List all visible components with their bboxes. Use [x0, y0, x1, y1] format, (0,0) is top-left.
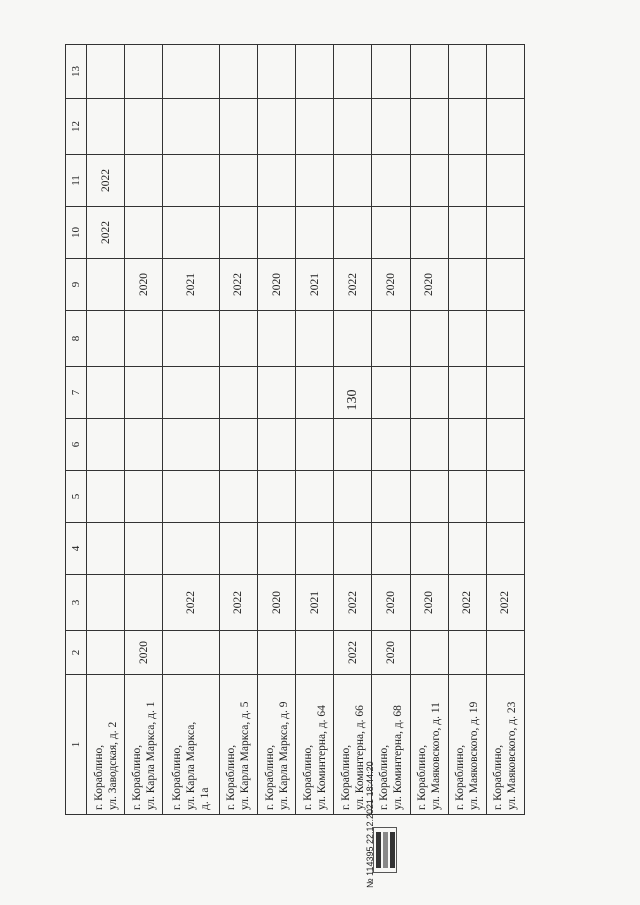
year-cell: 2020	[257, 259, 295, 311]
registry-logo	[373, 827, 397, 873]
year-cell: 2020	[125, 631, 163, 675]
address-line: г. Кораблино,	[416, 744, 429, 810]
year-cell	[372, 155, 410, 207]
year-cell	[296, 367, 334, 419]
year-cell	[448, 471, 486, 523]
year-cell	[87, 471, 125, 523]
year-cell	[219, 155, 257, 207]
year-cell	[163, 419, 220, 471]
year-cell	[125, 419, 163, 471]
year-cell	[372, 207, 410, 259]
table-row	[486, 45, 524, 815]
year-cell	[163, 367, 220, 419]
year-cell	[448, 367, 486, 419]
year-cell	[257, 155, 295, 207]
year-cell	[410, 155, 448, 207]
year-cell	[125, 155, 163, 207]
column-header-4: 4	[66, 523, 87, 575]
year-cell	[125, 575, 163, 631]
address-line: г. Кораблино,	[492, 744, 505, 810]
year-cell	[448, 45, 486, 99]
year-cell	[334, 471, 372, 523]
year-cell	[296, 207, 334, 259]
year-cell	[87, 99, 125, 155]
address-cell	[296, 675, 334, 815]
year-cell	[87, 523, 125, 575]
year-cell	[87, 45, 125, 99]
year-cell	[372, 367, 410, 419]
address-cell	[125, 675, 163, 815]
year-cell	[372, 311, 410, 367]
address-line: д. 1а	[199, 787, 212, 810]
table-row	[125, 45, 163, 815]
column-header-10: 10	[66, 207, 87, 259]
year-cell	[257, 45, 295, 99]
year-cell	[486, 45, 524, 99]
year-cell	[125, 311, 163, 367]
year-cell	[486, 419, 524, 471]
year-cell	[334, 45, 372, 99]
year-cell	[257, 311, 295, 367]
address-line: ул. Коминтерна, д. 64	[315, 705, 328, 810]
year-cell	[296, 631, 334, 675]
column-header-5: 5	[66, 471, 87, 523]
year-cell	[372, 99, 410, 155]
year-cell	[372, 523, 410, 575]
year-cell	[163, 471, 220, 523]
address-line: г. Кораблино,	[225, 744, 238, 810]
year-cell	[296, 45, 334, 99]
address-line: ул. Карла Маркса, д. 5	[239, 701, 252, 810]
year-cell	[219, 99, 257, 155]
year-cell	[372, 45, 410, 99]
year-cell	[163, 155, 220, 207]
year-cell	[87, 311, 125, 367]
address-line: г. Кораблино,	[92, 744, 105, 810]
year-cell: 2022	[334, 575, 372, 631]
year-cell	[372, 471, 410, 523]
address-cell	[448, 675, 486, 815]
address-line: ул. Карла Маркса, д. 9	[277, 701, 290, 810]
year-cell: 2022	[334, 631, 372, 675]
year-cell	[257, 631, 295, 675]
year-cell	[87, 259, 125, 311]
year-cell	[296, 155, 334, 207]
year-cell: 2022	[87, 207, 125, 259]
year-cell: 2022	[219, 575, 257, 631]
year-cell: 2021	[296, 259, 334, 311]
column-header-11: 11	[66, 155, 87, 207]
year-cell	[257, 207, 295, 259]
year-cell: 2020	[410, 575, 448, 631]
year-cell	[486, 259, 524, 311]
year-cell	[125, 523, 163, 575]
year-cell	[87, 575, 125, 631]
year-cell	[410, 45, 448, 99]
address-line: г. Кораблино,	[454, 744, 467, 810]
year-cell	[163, 631, 220, 675]
address-line: ул. Карла Маркса,	[185, 721, 198, 810]
year-cell	[448, 259, 486, 311]
year-cell	[257, 419, 295, 471]
year-cell: 2022	[334, 259, 372, 311]
year-cell	[163, 207, 220, 259]
year-cell	[125, 45, 163, 99]
year-cell	[296, 419, 334, 471]
address-line: г. Кораблино,	[171, 744, 184, 810]
year-cell: 2022	[219, 259, 257, 311]
year-cell	[163, 311, 220, 367]
column-header-1: 1	[66, 675, 87, 815]
year-cell	[410, 471, 448, 523]
year-cell	[163, 45, 220, 99]
year-cell	[334, 311, 372, 367]
year-cell	[410, 631, 448, 675]
address-cell	[410, 675, 448, 815]
year-cell	[486, 99, 524, 155]
year-cell	[486, 207, 524, 259]
header-row	[66, 45, 87, 815]
column-header-12: 12	[66, 99, 87, 155]
address-cell	[87, 675, 125, 815]
year-cell	[448, 99, 486, 155]
table-row	[257, 45, 295, 815]
year-cell	[125, 367, 163, 419]
year-cell: 2020	[372, 259, 410, 311]
year-cell: 2020	[125, 259, 163, 311]
schedule-table	[65, 44, 525, 815]
year-cell	[410, 367, 448, 419]
address-cell	[163, 675, 220, 815]
year-cell	[163, 99, 220, 155]
year-cell	[219, 631, 257, 675]
table-body	[87, 45, 525, 815]
year-cell	[410, 419, 448, 471]
year-cell	[334, 155, 372, 207]
year-cell: 2022	[448, 575, 486, 631]
document-stamp: № 114395 22.12.2021 18:44:20	[365, 761, 375, 888]
year-cell	[486, 367, 524, 419]
address-line: г. Кораблино,	[301, 744, 314, 810]
address-cell	[257, 675, 295, 815]
year-cell	[257, 367, 295, 419]
year-cell	[257, 523, 295, 575]
year-cell	[87, 419, 125, 471]
address-line: ул. Коминтерна, д. 66	[353, 705, 366, 810]
address-line: г. Кораблино,	[130, 744, 143, 810]
address-line: г. Кораблино,	[263, 744, 276, 810]
year-cell	[410, 207, 448, 259]
year-cell	[163, 523, 220, 575]
year-cell: 2022	[87, 155, 125, 207]
schedule-table-wrapper	[65, 45, 525, 815]
year-cell	[219, 207, 257, 259]
year-cell	[448, 419, 486, 471]
year-cell	[219, 311, 257, 367]
address-line: ул. Заводская, д. 2	[106, 721, 119, 810]
year-cell	[296, 311, 334, 367]
column-header-9: 9	[66, 259, 87, 311]
address-line: ул. Коминтерна, д. 68	[391, 705, 404, 810]
year-cell	[410, 523, 448, 575]
column-header-2: 2	[66, 631, 87, 675]
year-cell	[219, 419, 257, 471]
year-cell	[257, 471, 295, 523]
column-header-8: 8	[66, 311, 87, 367]
table-row	[163, 45, 220, 815]
table-row	[219, 45, 257, 815]
year-cell: 2020	[372, 631, 410, 675]
address-cell	[486, 675, 524, 815]
year-cell	[334, 207, 372, 259]
year-cell	[296, 99, 334, 155]
year-cell	[87, 367, 125, 419]
year-cell	[296, 523, 334, 575]
year-cell	[486, 523, 524, 575]
year-cell	[372, 419, 410, 471]
year-cell: 2022	[163, 575, 220, 631]
year-cell	[486, 631, 524, 675]
year-cell	[296, 471, 334, 523]
year-cell	[486, 471, 524, 523]
year-cell	[125, 471, 163, 523]
page-number: 130	[345, 389, 360, 411]
year-cell: 2021	[163, 259, 220, 311]
year-cell	[87, 631, 125, 675]
year-cell: 2022	[486, 575, 524, 631]
year-cell: 2020	[257, 575, 295, 631]
address-line: ул. Карла Маркса, д. 1	[144, 701, 157, 810]
address-line: г. Кораблино,	[377, 744, 390, 810]
year-cell: 2020	[372, 575, 410, 631]
table-row	[87, 45, 125, 815]
year-cell	[257, 99, 295, 155]
year-cell: 2020	[410, 259, 448, 311]
year-cell	[125, 99, 163, 155]
year-cell	[448, 155, 486, 207]
column-header-7: 7	[66, 367, 87, 419]
year-cell	[125, 207, 163, 259]
year-cell	[486, 311, 524, 367]
table-row	[448, 45, 486, 815]
year-cell	[334, 419, 372, 471]
year-cell	[219, 367, 257, 419]
year-cell	[219, 45, 257, 99]
year-cell	[334, 523, 372, 575]
year-cell	[448, 523, 486, 575]
address-line: ул. Маяковского, д. 19	[468, 701, 481, 810]
year-cell	[410, 99, 448, 155]
column-header-6: 6	[66, 419, 87, 471]
column-header-13: 13	[66, 45, 87, 99]
year-cell	[410, 311, 448, 367]
address-line: ул. Маяковского, д. 11	[430, 702, 443, 810]
address-cell	[219, 675, 257, 815]
year-cell	[334, 99, 372, 155]
address-line: ул. Маяковского, д. 23	[506, 701, 519, 810]
year-cell	[334, 367, 372, 419]
address-line: г. Кораблино,	[339, 744, 352, 810]
table-row	[410, 45, 448, 815]
year-cell	[219, 523, 257, 575]
year-cell	[486, 155, 524, 207]
table-row	[296, 45, 334, 815]
year-cell	[448, 631, 486, 675]
year-cell	[448, 207, 486, 259]
year-cell	[219, 471, 257, 523]
year-cell	[448, 311, 486, 367]
column-header-3: 3	[66, 575, 87, 631]
year-cell: 2021	[296, 575, 334, 631]
